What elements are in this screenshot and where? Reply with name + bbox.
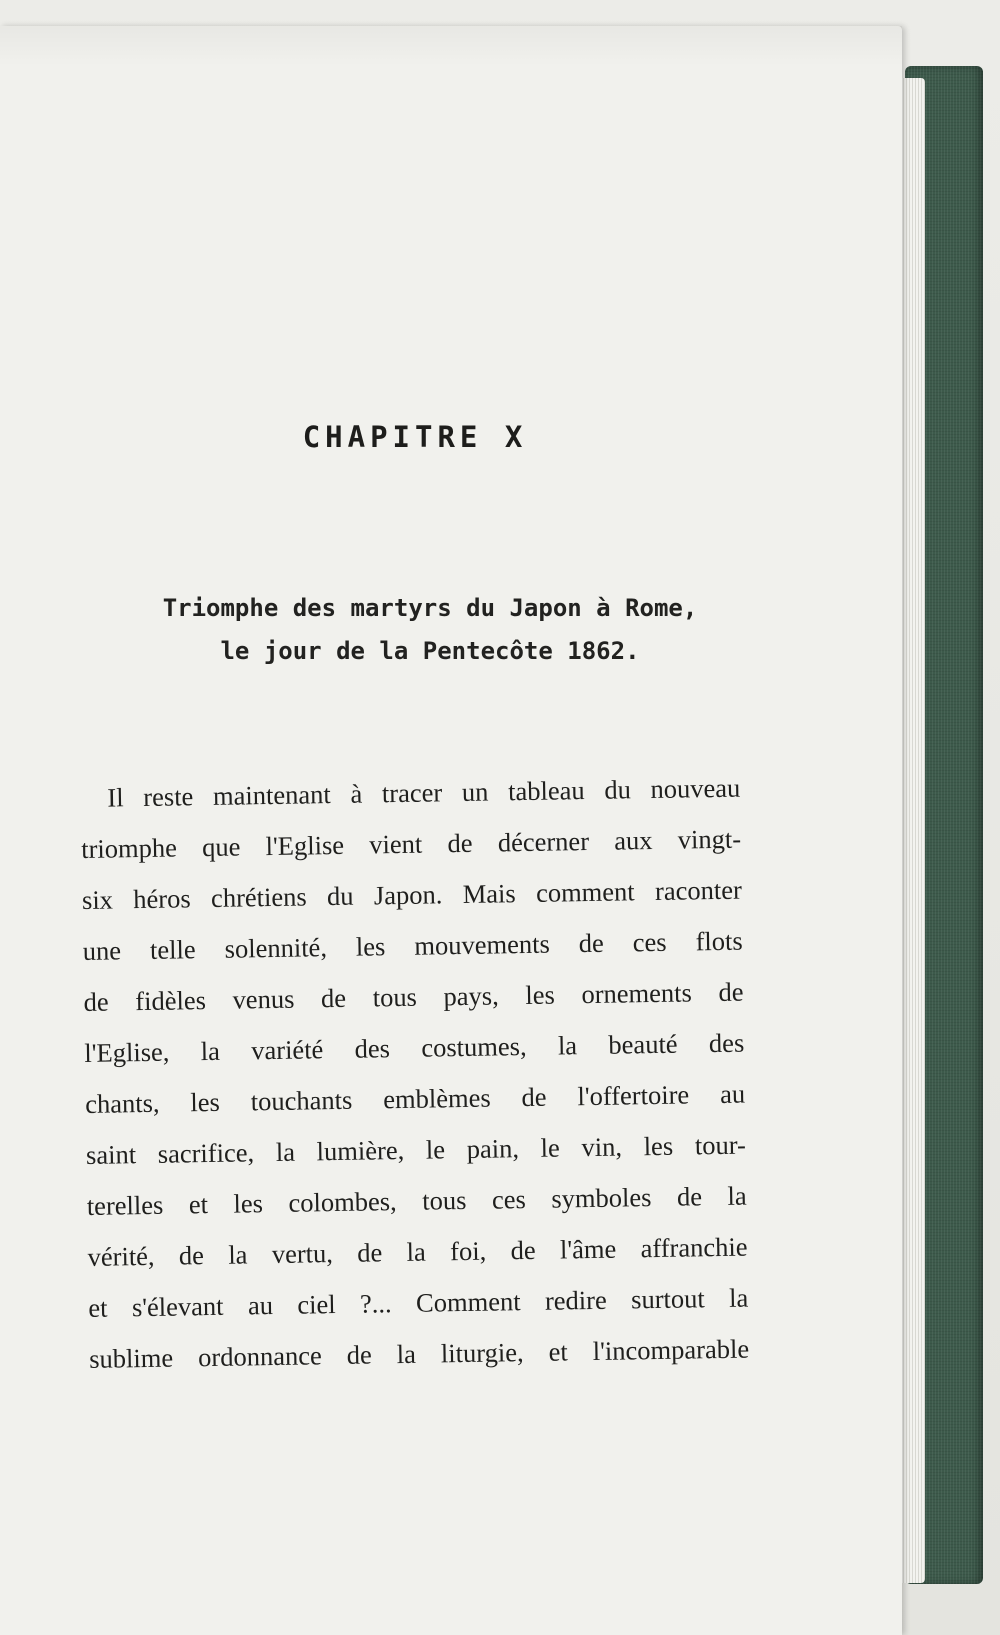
text-line: triomphe que l'Eglise vient de décerner aux vingt-: [80, 823, 742, 864]
text-line: chants, les touchants emblèmes de l'offertoire au: [84, 1078, 746, 1119]
chapter-heading: CHAPITRE X: [302, 420, 528, 454]
chapter-subtitle: [40, 587, 820, 673]
text-line: sublime ordonnance de la liturgie, et l'incomparable: [88, 1333, 750, 1374]
text-line: vérité, de la vertu, de la foi, de l'âme affranchie: [87, 1231, 748, 1272]
text-line: Il reste maintenant à tracer un tableau du nouveau: [107, 772, 741, 813]
text-line: terelles et les colombes, tous ces symboles de la: [86, 1180, 747, 1221]
text-line: une telle solennité, les mouvements de ces flots: [82, 925, 743, 966]
text-line: et s'élevant au ciel ?... Comment redire surtout la: [88, 1282, 749, 1323]
body-paragraph: [80, 763, 750, 1385]
subtitle-line-1: Triomphe des martyrs du Japon à Rome,: [162, 594, 698, 622]
text-line: l'Eglise, la variété des costumes, la beauté des: [84, 1027, 745, 1068]
page-shading: [0, 26, 902, 66]
text-line: saint sacrifice, la lumière, le pain, le vin, les tour-: [85, 1129, 747, 1170]
text-line: de fidèles venus de tous pays, les ornements de: [83, 976, 744, 1017]
text-line: six héros chrétiens du Japon. Mais comment raconter: [81, 874, 743, 915]
subtitle-line-2: le jour de la Pentecôte 1862.: [220, 637, 640, 665]
